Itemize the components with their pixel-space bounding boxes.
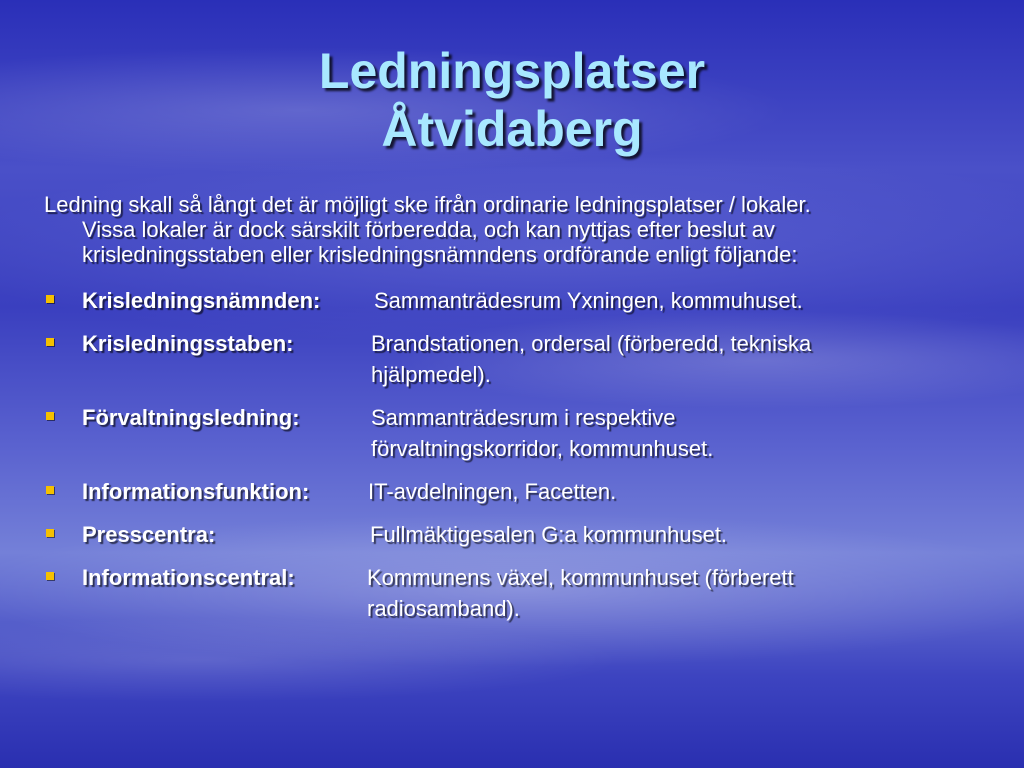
- list-item: [44, 285, 984, 316]
- item-text: Sammanträdesrum i respektive förvaltningskorridor, kommunhuset.: [371, 405, 714, 461]
- item-label: Presscentra:: [82, 522, 216, 547]
- list-item: [44, 519, 984, 550]
- item-label: Informationscentral:: [82, 565, 295, 590]
- item-text: Kommunens växel, kommunhuset (förberett radiosamband).: [367, 565, 794, 621]
- item-text: IT-avdelningen, Facetten.: [368, 479, 617, 504]
- bullet-square-icon: [46, 295, 54, 303]
- item-label: Krisledningsnämnden:: [82, 288, 321, 313]
- list-item: [44, 328, 984, 390]
- intro-line-3: krisledningsstaben eller krisledningsnämndens ordförande enligt följande:: [82, 242, 798, 267]
- intro-line-2: Vissa lokaler är dock särskilt förberedda, och kan nyttjas efter beslut av: [82, 217, 775, 242]
- bullet-square-icon: [46, 529, 54, 537]
- item-text: Fullmäktigesalen G:a kommunhuset.: [370, 522, 728, 547]
- bullet-square-icon: [46, 486, 54, 494]
- list-item: [44, 402, 984, 464]
- bullet-list: [44, 285, 984, 636]
- title-line-1: Ledningsplatser: [318, 43, 706, 99]
- item-label: Informationsfunktion:: [82, 479, 310, 504]
- slide-title: [0, 42, 1024, 158]
- bullet-square-icon: [46, 412, 54, 420]
- title-line-2: Åtvidaberg: [381, 101, 643, 157]
- item-label: Krisledningsstaben:: [82, 331, 294, 356]
- list-item: [44, 562, 984, 624]
- item-label: Förvaltningsledning:: [82, 405, 300, 430]
- bullet-square-icon: [46, 338, 54, 346]
- item-text: Brandstationen, ordersal (förberedd, tekniska hjälpmedel).: [371, 331, 812, 387]
- intro-paragraph: [44, 192, 964, 267]
- list-item: [44, 476, 984, 507]
- intro-line-1: Ledning skall så långt det är möjligt ske ifrån ordinarie ledningsplatser / lokaler.: [44, 192, 811, 217]
- item-text: Sammanträdesrum Yxningen, kommuhuset.: [374, 288, 803, 313]
- bullet-square-icon: [46, 572, 54, 580]
